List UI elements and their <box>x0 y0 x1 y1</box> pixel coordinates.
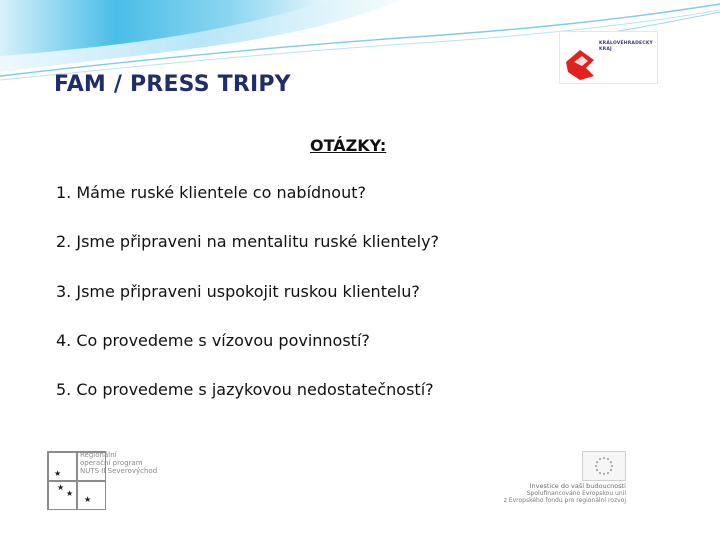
eu-flag-icon <box>582 451 626 481</box>
eu-logo-text <box>501 483 626 504</box>
eu-investment-logo <box>499 451 627 511</box>
question-item-5: 5. Co provedeme s jazykovou nedostatečností? <box>56 380 434 399</box>
question-list <box>56 180 676 426</box>
question-item-2: 2. Jsme připraveni na mentalitu ruské klientely? <box>56 232 440 251</box>
eu-headline: Investice do vaší budoucnosti <box>529 482 626 490</box>
kralovehradecky-kraj-logo <box>559 31 658 84</box>
question-item-1: 1. Máme ruské klientele co nabídnout? <box>56 183 366 202</box>
rop-star-grid-icon: ★ ★ ★ ★ <box>47 451 106 510</box>
page-title: FAM / PRESS TRIPY <box>54 72 291 97</box>
rop-logo-text: Regionální operační program NUTS II Severovýchod <box>80 451 158 475</box>
question-item-4: 4. Co provedeme s vízovou povinností? <box>56 331 370 350</box>
logo-emblem-icon <box>560 32 657 83</box>
eu-body: Spolufinancováno Evropskou unií z Evropského fondu pro regionální rozvoj <box>503 490 626 504</box>
questions-heading: OTÁZKY: <box>310 136 387 155</box>
logo-text: KRÁLOVÉHRADECKÝ KRAJ <box>599 41 653 52</box>
question-item-3: 3. Jsme připraveni uspokojit ruskou klientelu? <box>56 282 420 301</box>
rop-severovychod-logo <box>47 451 161 510</box>
